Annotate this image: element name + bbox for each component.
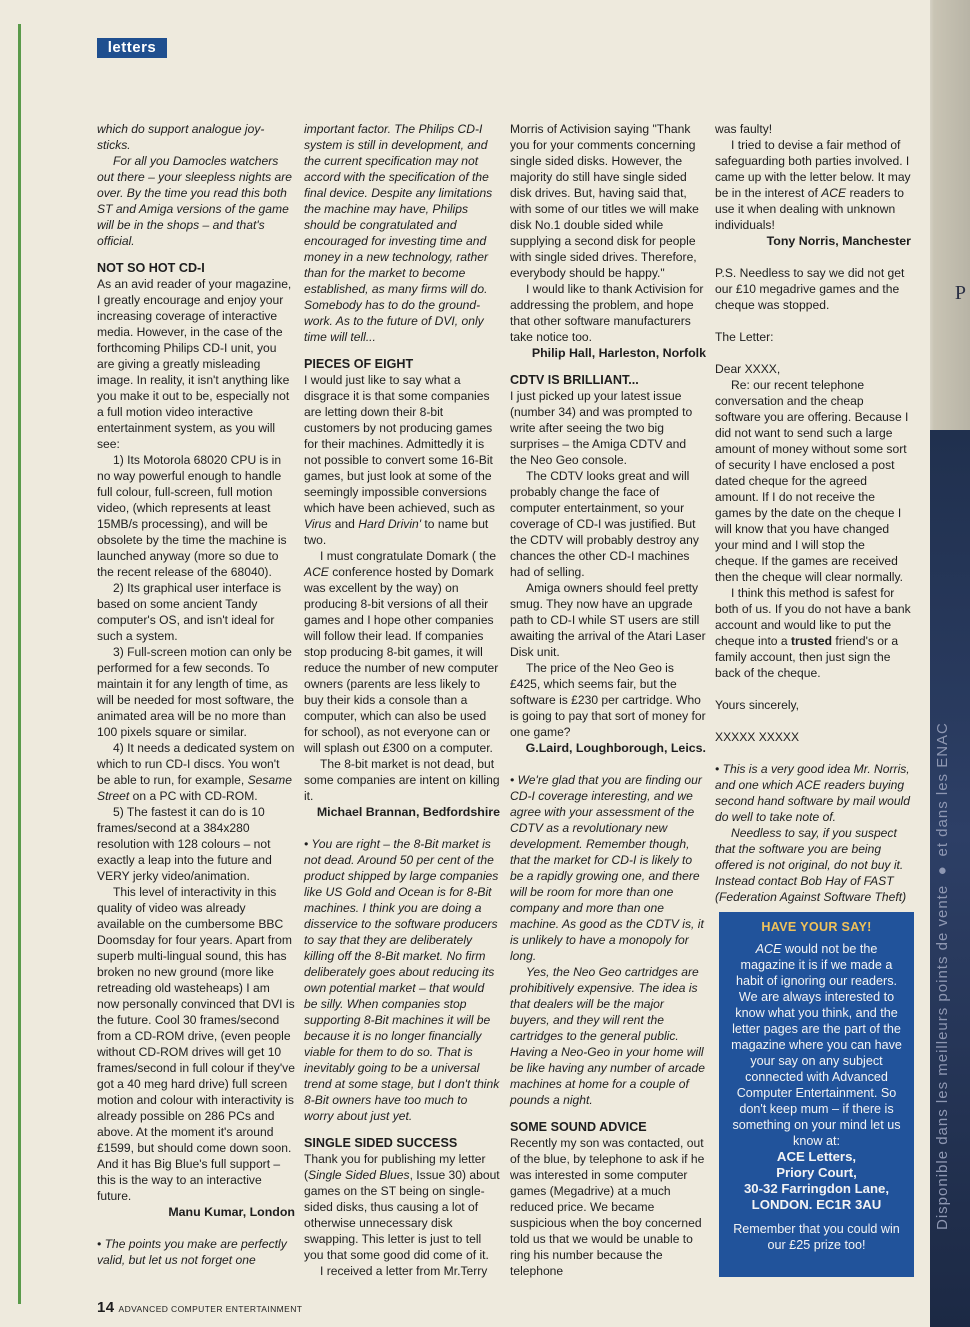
letter-paragraph: I would just like to say what a disgrace it is that some companies are letting down their 8-bit customers by not producing games for their machines. Admittedly it is not possible to convert some 16-Bit games, but just look at some of the seemingly impossible conversions which have been achieved, such as Virus and Hard Drivin' to name but two. xyxy=(304,373,495,547)
page-footer xyxy=(97,1299,302,1316)
letter-paragraph: Thank you for publishing my letter (Single Sided Blues, Issue 30) about games on the ST being on single-sided disks, thus causing a lot of otherwise unnecessary disk swapping. This letter is just to tell you that some good did come of it. xyxy=(304,1152,500,1262)
letter-paragraph: I would like to thank Activision for addressing the problem, and hope that other software manufacturers take notice too. xyxy=(510,282,704,344)
column-3 xyxy=(510,121,706,1279)
letter-paragraph: I received a letter from Mr.Terry xyxy=(320,1264,488,1278)
letter-heading: SINGLE SIDED SUCCESS xyxy=(304,1136,458,1150)
publication-name: ADVANCED COMPUTER ENTERTAINMENT xyxy=(118,1304,303,1314)
reply-text: • The points you make are perfectly valid, but let us not forget one xyxy=(97,1237,287,1267)
letter-signature: Michael Brannan, Bedfordshire xyxy=(316,805,500,819)
reply-text: which do support analogue joy-sticks. xyxy=(97,122,265,152)
box-prize-text: Remember that you could win our £25 prize too! xyxy=(733,1222,900,1252)
reply-text: • This is a very good idea Mr. Norris, and one which ACE readers buying second hand software by mail would do well to take note of. xyxy=(715,762,910,824)
box-address-line: Priory Court, xyxy=(776,1165,857,1180)
box-text: ACE would not be the magazine it is if we made a habit of ignoring our readers. We are always interested to know what you think, and the letter pages are the part of the magazine where you can have your say on any subject connected with Advanced Computer Entertainment. So don't keep mum – if there is something on your mind let us know at: xyxy=(731,942,902,1148)
letter-paragraph: was faulty! xyxy=(715,122,773,136)
letter-paragraph: I must congratulate Domark ( the ACE conference hosted by Domark was excellent by the way) on producing 8-bit versions of all their games and I hope other companies will follow their lead. If companies stop producing 8-bit games, it will reduce the number of new computer owners (parents are less likely to buy their kids a console than a computer, which can also be used for school), as not everyone can or will splash out £300 on a computer. xyxy=(304,549,499,755)
reply-text: Needless to say, if you suspect that the software you are being offered is not original, do not buy it. Instead contact Bob Hay of FAST (Federation Against Software Theft) xyxy=(715,826,907,904)
column-4 xyxy=(715,121,911,905)
letter-paragraph: 1) Its Motorola 68020 CPU is in no way powerful enough to handle full colour, full-screen, full motion video, (which represents at least 15MB/s processing), and will be obsolete by the time the machine is launched anyway (more so due to the recent release of the 68040). xyxy=(97,453,287,579)
letter-paragraph: The CDTV looks great and will probably change the face of computer entertainment, so your coverage of CD-I was justified. But the CDTV will probably destroy any chances the other CD-I machines had of selling. xyxy=(510,469,699,579)
column-2 xyxy=(304,121,500,1279)
reply-text: important factor. The Philips CD-I system is still in development, and the current specification may not accord with the specification of the final device. Despite any limitations the machine may have, Philips should be congratulated and encouraged for investing time and money in a new technology, rather than for the market to become established, as many firms will do. Somebody has to do the ground-work. As to the future of DVI, only time will tell... xyxy=(304,122,493,344)
letter-paragraph: As an avid reader of your magazine, I greatly encourage and enjoy your increasing coverage of interactive media. However, in the case of the forthcoming Philips CD-I unit, you are giving a greatly misleading image. In reality, it isn't anything like you make it out to be, especially not a full motion video interactive entertainment system, as you will see: xyxy=(97,277,292,451)
letter-paragraph: I just picked up your latest issue (number 34) and was prompted to write after seeing the two big surprises – the Amiga CDTV and the Neo Geo console. xyxy=(510,389,693,467)
letter-heading: SOME SOUND ADVICE xyxy=(510,1120,647,1134)
letter-signature: Tony Norris, Manchester xyxy=(766,234,911,248)
letter-paragraph: This level of interactivity in this quality of video was already available on the cumbersome BBC Doomsday for four years. Apart from superb multi-lingual sound, this has broken no new ground (more like retreading old wasteheaps) I am now personally convinced that DVI is the future. Cool 30 frames/second from a CD-ROM drive, (even people without CD-ROM drives will get 10 frames/second in full colour if they've got a 40 meg hard drive) full screen motion and colour with interactivity is already possible on 286 PCs and above. At the moment it's around £1599, but should come down soon. And it has Big Blue's full support – this is the way to an interactive future. xyxy=(97,885,295,1203)
letter-signature: G.Laird, Loughborough, Leics. xyxy=(525,741,706,755)
letter-paragraph: I tried to devise a fair method of safeguarding both parties involved. I came up with the letter below. It may be in the interest of ACE readers to use it when dealing with unknown individuals! xyxy=(715,138,911,232)
section-tag: letters xyxy=(97,38,167,58)
reply-text: • We're glad that you are finding our CD-I coverage interesting, and we agree with your assessment of the CDTV as a revolutionary new development. Remember though, that the market for CD-I is likely to be a rapidly growing one, and there will be room for more than one company and more than one machine. As good as the CDTV is, it is unlikely to have a monopoly for long. xyxy=(510,773,704,963)
letter-paragraph: The Letter: xyxy=(715,330,774,344)
box-address-line: LONDON. EC1R 3AU xyxy=(751,1197,882,1212)
letter-paragraph: Recently my son was contacted, out of the blue, by telephone to ask if he was interested in some computer games (Megadrive) at a much reduced price. We became suspicious when the boy concerned told us that we would be unable to ring his number because the telephone xyxy=(510,1136,705,1278)
reply-text: • You are right – the 8-Bit market is not dead. Around 50 per cent of the product shipped by large companies like US Gold and Ocean is for 8-Bit machines. I think you are doing a disservice to the software producers to say that they are deliberately killing off the 8-Bit market. No firm deliberately goes about reducing its own potential market – that would be silly. When companies stop supporting 8-Bit machines it will be because it is no longer financially viable for them to do so. That is inevitably going to be a universal trend at some stage, but I don't think 8-Bit owners have too much to worry about just yet. xyxy=(304,837,500,1123)
letter-heading: NOT SO HOT CD-I xyxy=(97,261,205,275)
have-your-say-box xyxy=(719,912,914,1277)
left-margin-rule xyxy=(18,24,21,1304)
letter-paragraph: XXXXX XXXXX xyxy=(715,730,800,744)
box-address-line: ACE Letters, xyxy=(776,1149,857,1164)
adjacent-page-text: Disponible dans les meilleurs points de vente ● et dans les ENAC xyxy=(934,722,951,1230)
letter-signature: Manu Kumar, London xyxy=(168,1205,295,1219)
box-heading: HAVE YOUR SAY! xyxy=(761,920,872,934)
letter-heading: PIECES OF EIGHT xyxy=(304,357,414,371)
letter-paragraph: Yours sincerely, xyxy=(715,698,800,712)
letter-paragraph: 2) Its graphical user interface is based on some ancient Tandy computer's OS, and isn't ideal for such a system. xyxy=(97,581,282,643)
page-number: 14 xyxy=(97,1299,115,1316)
letter-paragraph: Amiga owners should feel pretty smug. They now have an upgrade path to CD-I while ST users are still awaiting the arrival of the Atari Laser Disk unit. xyxy=(510,581,706,659)
letter-paragraph: The price of the Neo Geo is £425, which seems fair, but the software is £230 per cartridge. Who is going to pay that sort of money for one game? xyxy=(510,661,706,739)
letter-paragraph: 3) Full-screen motion can only be performed for a few seconds. To maintain it for any length of time, as will be needed for most software, the animated area will be no more than 100 pixels square or similar. xyxy=(97,645,294,739)
letter-paragraph: Morris of Activision saying "Thank you for your comments concerning single sided disks. However, the majority do still have single sided disk drives. But, having said that, with some of our titles we will make disk No.1 double sided while supplying a second disk for people with single sided drives. Therefore, everybody should be happy." xyxy=(510,122,699,280)
reply-text: For all you Damocles watchers out there – your sleepless nights are over. By the time you read this both ST and Amiga versions of the game will be in the shops – and that's official. xyxy=(97,154,292,248)
letter-paragraph: 5) The fastest it can do is 10 frames/second at a 384x280 resolution with 128 colours – not exactly a leap into the future and VERY jerky video/animation. xyxy=(97,805,272,883)
letter-paragraph: Dear XXXX, xyxy=(715,362,781,376)
letter-signature: Philip Hall, Harleston, Norfolk xyxy=(531,346,706,360)
letter-paragraph: 4) It needs a dedicated system on which to run CD-I discs. You won't be able to run, for example, Sesame Street on a PC with CD-ROM. xyxy=(97,741,295,803)
box-address-line: 30-32 Farringdon Lane, xyxy=(743,1181,890,1196)
letter-heading: CDTV IS BRILLIANT... xyxy=(510,373,639,387)
letter-paragraph: I think this method is safest for both of us. If you do not have a bank account and would like to put the cheque into a trusted friend's or a family account, then just sign the back of the cheque. xyxy=(715,586,911,680)
adjacent-page-letter: P xyxy=(954,282,966,304)
letter-paragraph: The 8-bit market is not dead, but some companies are intent on killing it. xyxy=(304,757,500,803)
column-1 xyxy=(97,121,295,1268)
letter-paragraph: P.S. Needless to say we did not get our £10 megadrive games and the cheque was stopped. xyxy=(715,266,905,312)
reply-text: Yes, the Neo Geo cartridges are prohibitively expensive. The idea is that dealers will be the major buyers, and they will rent the cartridges to the general public. Having a Neo-Geo in your home will be like having any number of arcade machines at home for a couple of pounds a night. xyxy=(510,965,705,1107)
letter-paragraph: Re: our recent telephone conversation and the cheap software you are offering. Because I did not want to send such a large amount of money without some sort of security I have enclosed a post dated cheque for the agreed amount. If I do not receive the games by the date on the cheque I will know that you have changed your mind and I will stop the cheque. If the games are received then the cheque will clear normally. xyxy=(715,378,909,584)
